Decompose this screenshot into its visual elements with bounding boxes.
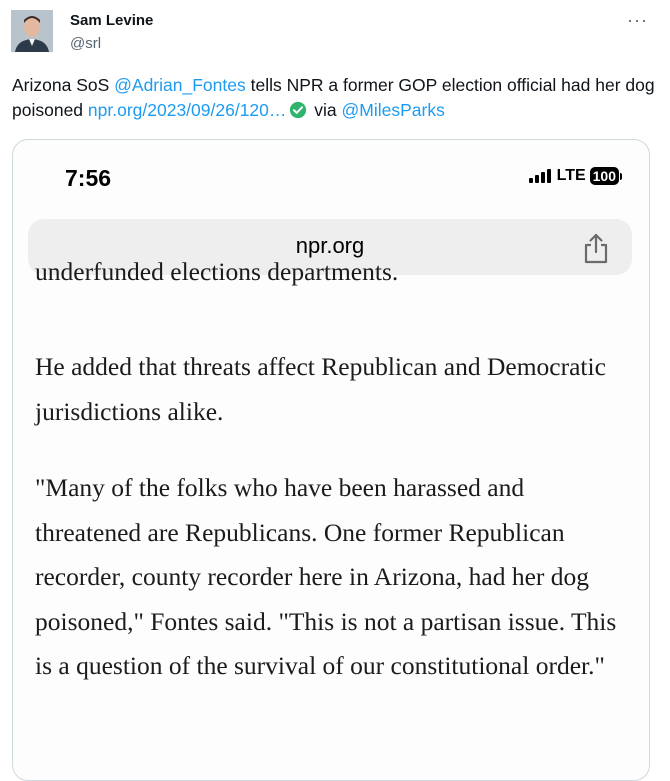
more-icon[interactable]: ··· [627,10,648,30]
tweet-text-middle: tells NPR a former GOP election official had her dog poisoned [12,75,655,120]
tweet-text [12,73,662,123]
article-partial-line [35,257,635,297]
article-paragraph-2: "Many of the folks who have been harassed and threatened are Republicans. One former Republican recorder, county recorder here in Arizona, had her dog poisoned," Fontes said. "This is not a partisan issue. This is a question of the survival of our constitutional order." [35,473,617,680]
status-bar [529,167,622,185]
network-label: LTE [556,167,586,184]
signal-icon [529,170,551,183]
article-partial-text: underfunded elections departments. [35,257,399,286]
author-name[interactable]: Sam Levine [70,12,154,29]
tweet-text-start: Arizona SoS [12,75,115,95]
article-paragraph-1: He added that threats affect Republican and Democratic jurisdictions alike. [35,352,606,426]
author-handle[interactable]: @srl [70,35,102,52]
article-link[interactable]: npr.org/2023/09/26/120… [87,100,287,120]
status-time: 7:56 [65,165,112,191]
tweet-text-via: via [309,100,342,120]
battery-icon: 100 [590,167,619,185]
tweet-media-screenshot[interactable] [12,139,650,781]
url-text: npr.org [295,233,365,258]
mention-miles-parks[interactable]: @MilesParks [341,100,445,120]
avatar[interactable] [11,10,53,52]
mention-adrian-fontes[interactable]: @Adrian_Fontes [114,75,246,95]
battery-tip [620,173,622,180]
verified-check-icon [289,101,307,119]
